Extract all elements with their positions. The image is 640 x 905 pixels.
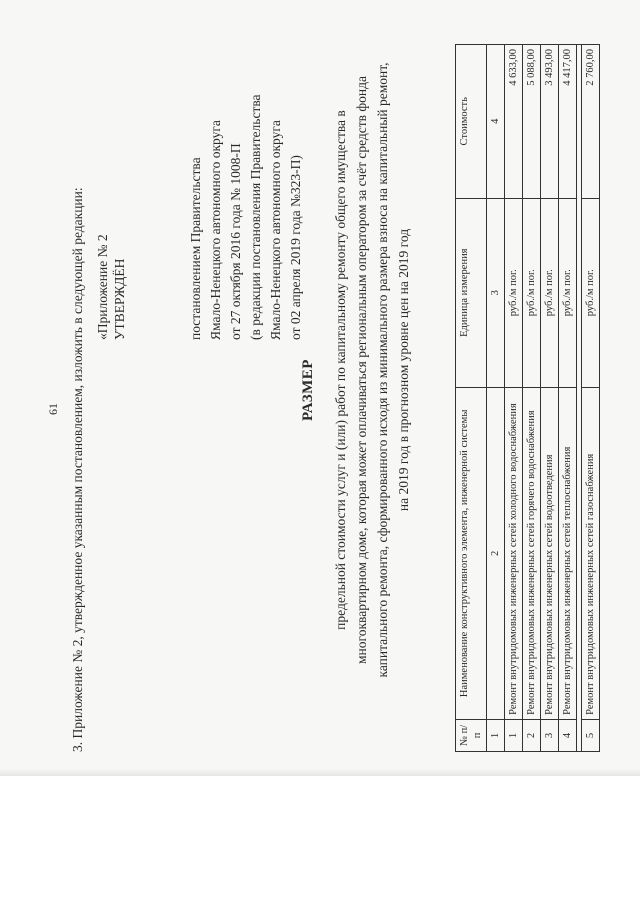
- table-row: [505, 45, 523, 752]
- column-number: 2: [487, 387, 505, 719]
- row-number: 1: [505, 719, 523, 751]
- row-number: 3: [541, 719, 559, 751]
- table-row: [541, 45, 559, 752]
- description-line: на 2019 год в прогнозном уровне цен на 2019 год: [396, 228, 411, 512]
- cost-table: [455, 44, 600, 752]
- row-cost: 4 417,00: [559, 45, 577, 199]
- description-line: предельной стоимости услуг и (или) работ по капитальному ремонту общего имущества в: [333, 110, 348, 630]
- table-header-row: [456, 45, 487, 752]
- decree-line: Ямало-Ненецкого автономного округа: [268, 120, 283, 340]
- approved-label: УТВЕРЖДЁН: [112, 258, 127, 340]
- header-number: № п/п: [456, 719, 487, 751]
- document-title: РАЗМЕР: [300, 359, 316, 421]
- row-number: 5: [582, 719, 600, 751]
- row-name: Ремонт внутридомовых инженерных сетей газоснабжения: [582, 387, 600, 719]
- row-unit: руб./м пог.: [505, 198, 523, 387]
- row-name: Ремонт внутридомовых инженерных сетей горячего водоснабжения: [523, 387, 541, 719]
- description-line: капитального ремонта, сформированного исходя из минимального размера взноса на капитальный ремонт,: [375, 62, 390, 678]
- row-name: Ремонт внутридомовых инженерных сетей холодного водоснабжения: [505, 387, 523, 719]
- row-name: Ремонт внутридомовых инженерных сетей водоотведения: [541, 387, 559, 719]
- header-unit: Единица измерения: [456, 198, 487, 387]
- page-edge-shadow: [0, 768, 640, 776]
- row-cost: 2 760,00: [582, 45, 600, 199]
- intro-paragraph: 3. Приложение № 2, утвержденное указанным постановлением, изложить в следующей редакции:: [70, 187, 85, 752]
- row-number: 4: [559, 719, 577, 751]
- document-description: [330, 60, 414, 680]
- row-unit: руб./м пог.: [541, 198, 559, 387]
- page-number: 61: [46, 403, 60, 415]
- decree-line: (в редакции постановления Правительства: [248, 94, 263, 340]
- decree-line: Ямало-Ненецкого автономного округа: [208, 120, 223, 340]
- header-cost: Стоимость: [456, 45, 487, 199]
- row-name: Ремонт внутридомовых инженерных сетей теплоснабжения: [559, 387, 577, 719]
- row-unit: руб./м пог.: [523, 198, 541, 387]
- row-cost: 4 633,00: [505, 45, 523, 199]
- decree-line: постановлением Правительства: [188, 157, 203, 340]
- rotated-content: [10, 10, 630, 770]
- decree-block: [186, 94, 306, 340]
- column-numbers-row: [487, 45, 505, 752]
- row-cost: 5 088,00: [523, 45, 541, 199]
- description-line: многоквартирном доме, которая может оплачиваться региональным оператором за счёт средств фонда: [354, 75, 369, 665]
- header-element-name: Наименование конструктивного элемента, инженерной системы: [456, 387, 487, 719]
- table-row: [582, 45, 600, 752]
- decree-line: от 02 апреля 2019 года №323-П): [288, 155, 303, 340]
- row-unit: руб./м пог.: [582, 198, 600, 387]
- appendix-label: «Приложение № 2: [95, 234, 110, 340]
- table-row: [523, 45, 541, 752]
- table-row: [559, 45, 577, 752]
- decree-line: от 27 октября 2016 года № 1008-П: [228, 143, 243, 340]
- column-number: 4: [487, 45, 505, 199]
- column-number: 1: [487, 719, 505, 751]
- row-cost: 3 493,00: [541, 45, 559, 199]
- approval-block: [94, 234, 128, 340]
- row-number: 2: [523, 719, 541, 751]
- column-number: 3: [487, 198, 505, 387]
- row-unit: руб./м пог.: [559, 198, 577, 387]
